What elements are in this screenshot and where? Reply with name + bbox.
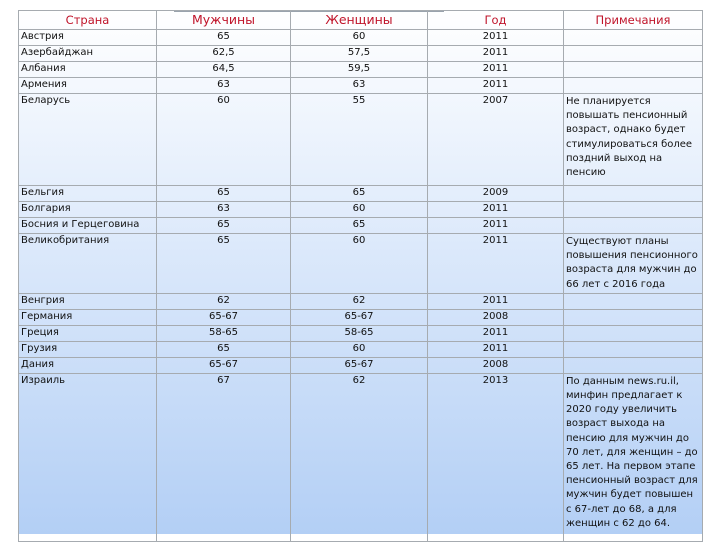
cell-year: 2011 [428, 46, 564, 62]
cell-country: Болгария [19, 202, 157, 218]
cell-country: Босния и Герцеговина [19, 218, 157, 234]
table-row [19, 325, 703, 341]
cell-year: 2007 [428, 94, 564, 186]
table-row [19, 46, 703, 62]
cell-men: 65-67 [157, 309, 291, 325]
cell-year: 2008 [428, 357, 564, 373]
cell-women: 63 [291, 78, 428, 94]
cell-women: 57,5 [291, 46, 428, 62]
cell-men: 65 [157, 186, 291, 202]
cell-country: Греция [19, 325, 157, 341]
cell-note [564, 62, 703, 78]
table-row [19, 78, 703, 94]
cell-women: 65 [291, 186, 428, 202]
cell-year: 2013 [428, 373, 564, 541]
cell-men: 65 [157, 218, 291, 234]
cell-country: Германия [19, 309, 157, 325]
cell-year: 2011 [428, 341, 564, 357]
cell-women: 60 [291, 341, 428, 357]
cell-men: 65 [157, 341, 291, 357]
cell-country: Великобритания [19, 234, 157, 294]
table-row [19, 218, 703, 234]
header-men: Мужчины [157, 11, 291, 30]
cell-note: Существуют планы повышения пенсионного возраста для мужчин до 66 лет с 2016 года [564, 234, 703, 294]
cell-year: 2011 [428, 325, 564, 341]
cell-note [564, 309, 703, 325]
cell-note [564, 202, 703, 218]
cell-men: 60 [157, 94, 291, 186]
cell-note [564, 218, 703, 234]
cell-women: 60 [291, 202, 428, 218]
cell-men: 63 [157, 78, 291, 94]
cell-men: 63 [157, 202, 291, 218]
table-row [19, 309, 703, 325]
table-row [19, 373, 703, 541]
cell-men: 62,5 [157, 46, 291, 62]
cell-note: По данным news.ru.il, минфин предлагает к 2020 году увеличить возраст выхода на пенсию для мужчин до 70 лет, для женщин – до 65 лет. На первом этапе пенсионный возраст для мужчин будет повышен с 67-лет до 68, а для женщин с 62 до 64. [564, 373, 703, 541]
cell-note [564, 78, 703, 94]
table-row [19, 202, 703, 218]
cell-country: Израиль [19, 373, 157, 541]
cell-men: 58-65 [157, 325, 291, 341]
cell-women: 65 [291, 218, 428, 234]
table-row [19, 234, 703, 294]
table-row [19, 94, 703, 186]
cell-women: 65-67 [291, 309, 428, 325]
cell-year: 2011 [428, 234, 564, 294]
cell-men: 65 [157, 234, 291, 294]
cell-country: Азербайджан [19, 46, 157, 62]
cell-note [564, 186, 703, 202]
table-row [19, 357, 703, 373]
cell-country: Албания [19, 62, 157, 78]
table-body [19, 30, 703, 542]
cell-women: 58-65 [291, 325, 428, 341]
cell-note [564, 325, 703, 341]
cell-men: 62 [157, 293, 291, 309]
header-year: Год [428, 11, 564, 30]
cell-women: 65-67 [291, 357, 428, 373]
cell-year: 2011 [428, 202, 564, 218]
cell-year: 2011 [428, 293, 564, 309]
cell-women: 55 [291, 94, 428, 186]
cell-note [564, 293, 703, 309]
cell-year: 2011 [428, 218, 564, 234]
cell-country: Бельгия [19, 186, 157, 202]
cell-country: Беларусь [19, 94, 157, 186]
cell-year: 2011 [428, 78, 564, 94]
header-notes: Примечания [564, 11, 703, 30]
cell-women: 62 [291, 293, 428, 309]
table-row [19, 30, 703, 46]
cell-year: 2011 [428, 30, 564, 46]
table-row [19, 293, 703, 309]
cell-country: Грузия [19, 341, 157, 357]
table-row [19, 341, 703, 357]
cell-women: 60 [291, 30, 428, 46]
cell-men: 67 [157, 373, 291, 541]
pension-age-table-panel [18, 10, 702, 534]
cell-note: Не планируется повышать пенсионный возраст, однако будет стимулироваться более поздний выход на пенсию [564, 94, 703, 186]
cell-country: Австрия [19, 30, 157, 46]
cell-year: 2009 [428, 186, 564, 202]
cell-year: 2011 [428, 62, 564, 78]
table-row [19, 186, 703, 202]
cell-country: Венгрия [19, 293, 157, 309]
header-country: Страна [19, 11, 157, 30]
cell-men: 65 [157, 30, 291, 46]
cell-men: 64,5 [157, 62, 291, 78]
cell-note [564, 30, 703, 46]
cell-note [564, 341, 703, 357]
cell-country: Армения [19, 78, 157, 94]
cell-country: Дания [19, 357, 157, 373]
table-row [19, 62, 703, 78]
pension-age-table [18, 10, 703, 542]
header-row [19, 11, 703, 30]
cell-note [564, 357, 703, 373]
cell-note [564, 46, 703, 62]
header-women: Женщины [291, 11, 428, 30]
cell-men: 65-67 [157, 357, 291, 373]
cell-year: 2008 [428, 309, 564, 325]
cell-women: 59,5 [291, 62, 428, 78]
cell-women: 60 [291, 234, 428, 294]
cell-women: 62 [291, 373, 428, 541]
